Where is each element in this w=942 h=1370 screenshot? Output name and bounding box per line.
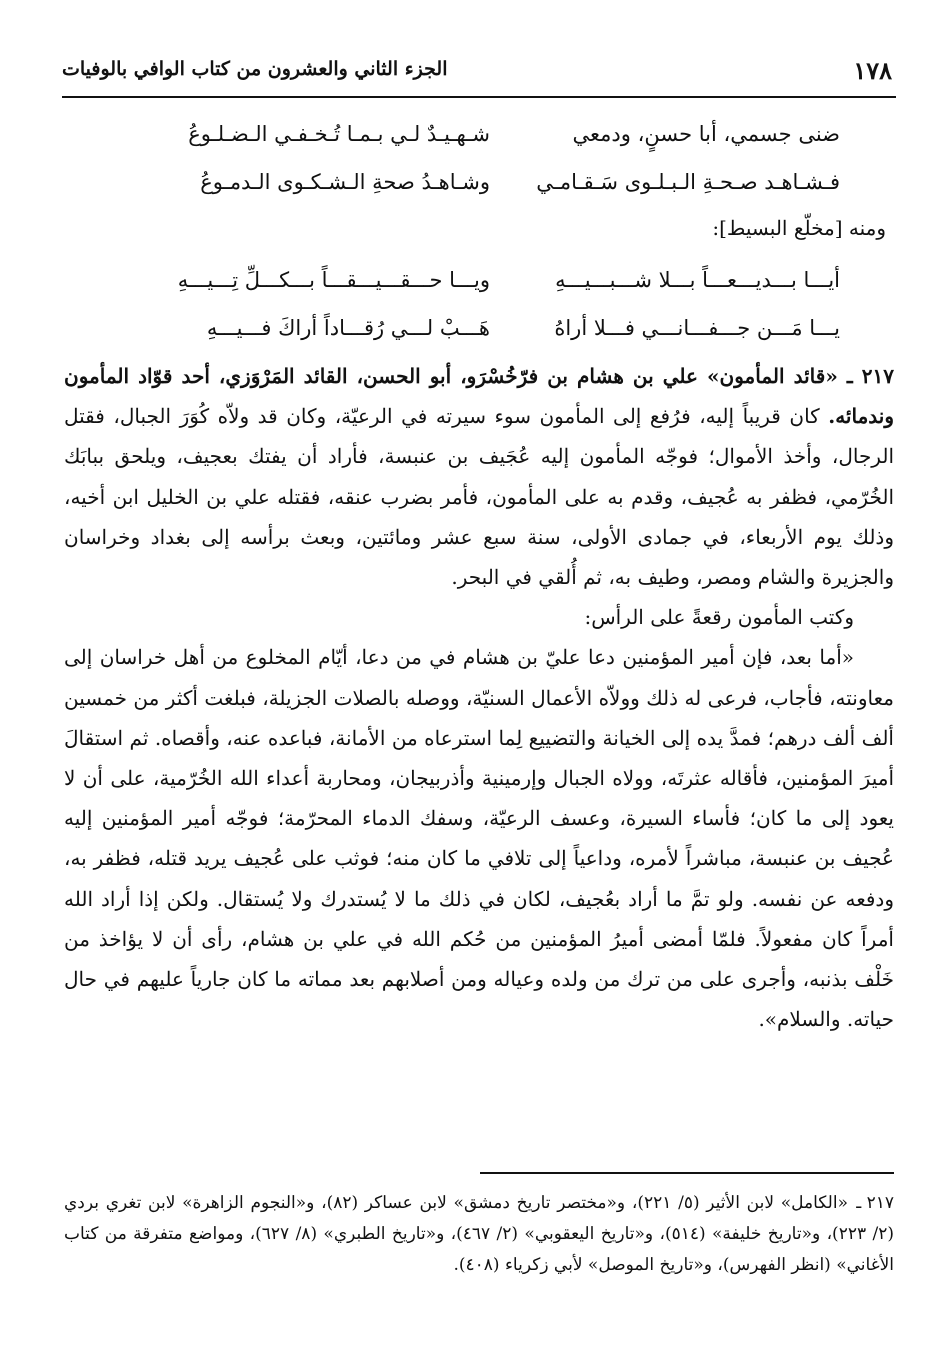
header-rule [62,96,896,98]
verse-line [120,268,840,316]
footnote-text: «الكامل» لابن الأثير (٥/ ٢٢١)، و«مختصر تاريخ دمشق» لابن عساكر (٨٢)، و«النجوم الزاهرة» لابن تغري بردي (٢/ ٢٢٣)، و«تاريخ خليفة» (٥١٤)، و«تاريخ اليعقوبي» (٢/ ٤٦٧)، و«تاريخ الطبري» (٨/ ٦٢٧)، ومواضع متفرقة من كتاب الأغاني» (انظر الفهرس)، و«تاريخ الموصل» لأبي زكرياء (٤٠٨). [64,1193,894,1275]
hemistich-first: يـــا مَـــن جـــفـــانـــي فـــلا أراهُ [554,316,840,340]
page-header [62,52,896,92]
page-number: ١٧٨ [853,56,892,85]
hemistich-second: وشـاهـدُ صحةِ الـشـكـوى الـدمـوعُ [200,170,490,194]
meter-label: ومنه [مخلّع البسيط]: [712,216,886,240]
paragraph: «أما بعد، فإن أمير المؤمنين دعا عليّ بن هشام في من دعا، أيّام المخلوع من أهل خراسان إلى معاونته، فأجاب، فرعى له ذلك وولاّه الأعمال السنيّة، ووصله بالصلات الجزيلة، فبلغت أكثر من خمسين ألف ألف درهم؛ فمدَّ يده إلى الخيانة والتضييع لِما استرعاه من الأمانة، فباعده عنه، وأقصاه. ثم استقالَ أميرَ المؤمنين، فأقاله عثرتَه، وولاه الجبال وإرمينية وأذربيجان، ومحاربة أعداء الله الخُرّمية، على أن لا يعود إلى ما كان؛ فأساء السيرة، وعسف الرعيّة، وسفك الدماء المحرّمة؛ فوجّه أمير المؤمنين إليه عُجيف بن عنبسة، مباشراً لأمره، وداعياً إلى تلافي ما كان منه؛ فوثب على عُجيف يريد قتله، فظفر به، ودفعه عن نفسه. ولو تمَّ ما أراد بعُجيف، لكان في ذلك ما لا يُستدرك ولا يُستقال. ولكن إذا أراد الله أمراً كان مفعولاً. فلمّا أمضى أميرُ المؤمنين من حُكم الله في علي بن هشام، رأى أن لا يؤاخذ من خَلْف بذنبه، وأجرى على من ترك من ولده وعياله ومن أصلابهم بعد مماته ما كان جارياً عليهم في حال حياته. والسلام». [64,645,895,1032]
poem-1 [120,122,840,218]
hemistich-first: فـشـاهـد صـحـةِ الـبـلـوى سَـقـامـي [536,170,840,194]
hemistich-second: ويـــا حـــقـــيـــقـــاً بـــكـــلِّ تِـــيـــهِ [177,268,490,292]
entry-paragraph [64,356,894,597]
hemistich-first: أيـــا بـــديـــعـــاً بـــلا شـــبـــيـــهِ [555,268,840,292]
paragraph: وكتب المأمون رقعةً على الرأس: [584,605,854,630]
verse-line [120,122,840,170]
running-title: الجزء الثاني والعشرون من كتاب الوافي بالوفيات [62,58,448,80]
entry-body: كان قريباً إليه، فرُفع إلى المأمون سوء سيرته في الرعيّة، وكان قد ولاّه كُوَرَ الجبال، فقتل الرجال، وأخذ الأموال؛ فوجّه المأمون إليه عُجَيف بن عنبسة، فأراد أن يفتك بعجيف، ويلحق ببابَك الخُرّمي، فظفر به عُجيف، وقدم به على المأمون، فأمر بضرب عنقه، فقتله علي بن الخليل ابن أخيه، وذلك يوم الأربعاء، في جمادى الأولى، سنة سبع عشر ومائتين، وبعث برأسه إلى بغداد وخراسان والجزيرة والشام ومصر، وطيف به، ثم أُلقي في البحر. [64,404,894,590]
footnote-rule [480,1172,894,1174]
footnote-number: ٢١٧ ـ [856,1193,894,1213]
entry-heading: ٢١٧ ـ «قائد المأمون» علي بن هشام بن فرّخُسْرَو، أبو الحسن، القائد المَرْوَزي، أحد قوّاد المأمون وندمائه. [64,364,895,429]
verse-line [120,170,840,218]
hemistich-second: شـهـيـدٌ لـي بـمـا تُـخـفـي الـضـلـوعُ [188,122,490,146]
hemistich-second: هَـــبْ لـــي رُقـــاداً أراكَ فـــيـــهِ [206,316,490,340]
hemistich-first: ضنى جسمي، أبا حسنٍ، ودمعي [572,122,840,146]
poem-2 [120,268,840,364]
footnote [64,1188,894,1281]
main-text [64,356,894,1039]
